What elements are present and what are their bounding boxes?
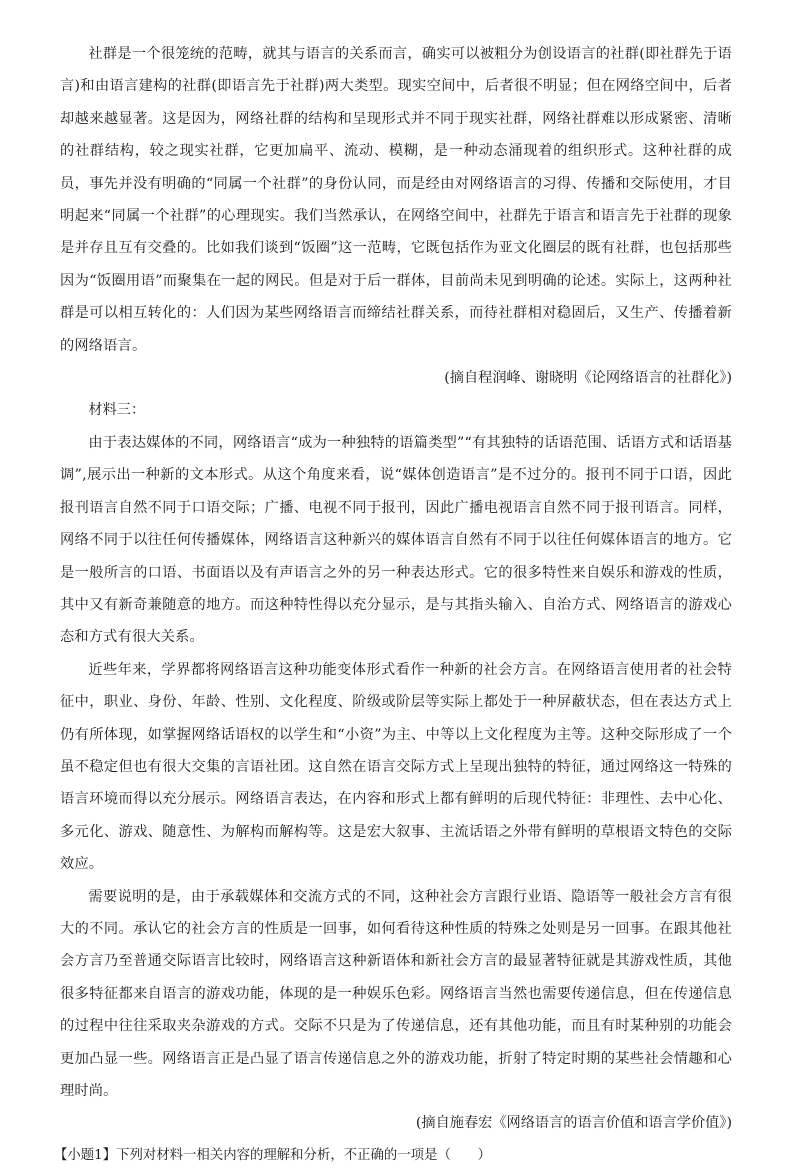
paragraph-game-nature: 需要说明的是，由于承载媒体和交流方式的不同，这种社会方言跟行业语、隐语等一般社会方言有很大的不同。承认它的社会方言的性质是一回事，如何看待这种性质的特殊之处则是另一回事。在跟其他社会方言乃至普通交际语言比较时，网络语言这种新语体和新社会方言的最显著特征就是其游戏性质，其他很多特征都来自语言的游戏功能，体现的是一种娱乐色彩。网络语言当然也需要传递信息，但在传递信息的过程中往往采取夹杂游戏的方式。交际不只是为了传递信息，还有其他功能，而且有时某种别的功能会更加凸显一些。网络语言正是凸显了语言传递信息之外的游戏功能，折射了特定时期的某些社会情趣和心理时尚。 <box>60 888 732 1099</box>
paragraph-media-difference: 由于表达媒体的不同，网络语言“成为一种独特的语篇类型”“有其独特的话语范围、话语方式和话语基调”,展示出一种新的文本形式。从这个角度来看，说“媒体创造语言”是不过分的。报刊不同于口语，因此报刊语言自然不同于口语交际；广播、电视不同于报刊，因此广播电视语言自然不同于报刊语言。同样，网络不同于以往任何传播媒体，网络语言这种新兴的媒体语言自然有不同于以往任何媒体语言的地方。它是一般所言的口语、书面语以及有声语言之外的另一种表达形式。它的很多特性来自娱乐和游戏的性质，其中又有新奇兼随意的地方。而这种特性得以充分显示，是与其指头输入、自治方式、网络语言的游戏心态和方式有很大关系。 <box>60 434 732 646</box>
paragraph-social-dialect: 近些年来，学界都将网络语言这种功能变体形式看作一种新的社会方言。在网络语言使用者的社会特征中，职业、身份、年龄、性别、文化程度、阶级或阶层等实际上都处于一种屏蔽状态，但在表达方式上仍有所体现，如掌握网络话语权的以学生和“小资”为主、中等以上文化程度为主等。这种交际形成了一个虽不稳定但也有很大交集的言语社团。这自然在语言交际方式上呈现出独特的特征，通过网络这一特殊的语言环境而得以充分展示。网络语言表达，在内容和形式上都有鲜明的后现代特征：非理性、去中心化、多元化、游戏、随意性、为解构而解构等。这是宏大叙事、主流话语之外带有鲜明的草根语文特色的交际效应。 <box>60 661 732 873</box>
material-three-heading: 材料三： <box>88 402 146 419</box>
source-citation-1: (摘自程润峰、谢晓明《论网络语言的社群化》) <box>444 370 732 387</box>
source-citation-2: (摘自施春宏《网络语言的语言价值和语言学价值》) <box>415 1115 732 1132</box>
question-1: 【小题1】下列对材料一相关内容的理解和分析，不正确的一项是（ ） <box>54 1147 492 1163</box>
document-page <box>54 38 732 1172</box>
paragraph-social-groups: 社群是一个很笼统的范畴，就其与语言的关系而言，确实可以被粗分为创设语言的社群(即社群先于语言)和由语言建构的社群(即语言先于社群)两大类型。现实空间中，后者很不明显；但在网络空间中，后者却越来越显著。这是因为，网络社群的结构和呈现形式并不同于现实社群，网络社群难以形成紧密、清晰的社群结构，较之现实社群，它更加扁平、流动、模糊，是一种动态涌现着的组织形式。这种社群的成员，事先并没有明确的“同属一个社群”的身份认同，而是经由对网络语言的习得、传播和交际使用，才目明起来“同属一个社群”的心理现实。我们当然承认，在网络空间中，社群先于语言和语言先于社群的现象是并存且互有交叠的。比如我们谈到“饭圈”这一范畴，它既包括作为亚文化圈层的既有社群，也包括那些因为“饭圈用语”而聚集在一起的网民。但是对于后一群体，目前尚未见到明确的论述。实际上，这两种社群是可以相互转化的：人们因为某些网络语言而缔结社群关系，而待社群相对稳固后，又生产、传播着新的网络语言。 <box>60 46 732 354</box>
